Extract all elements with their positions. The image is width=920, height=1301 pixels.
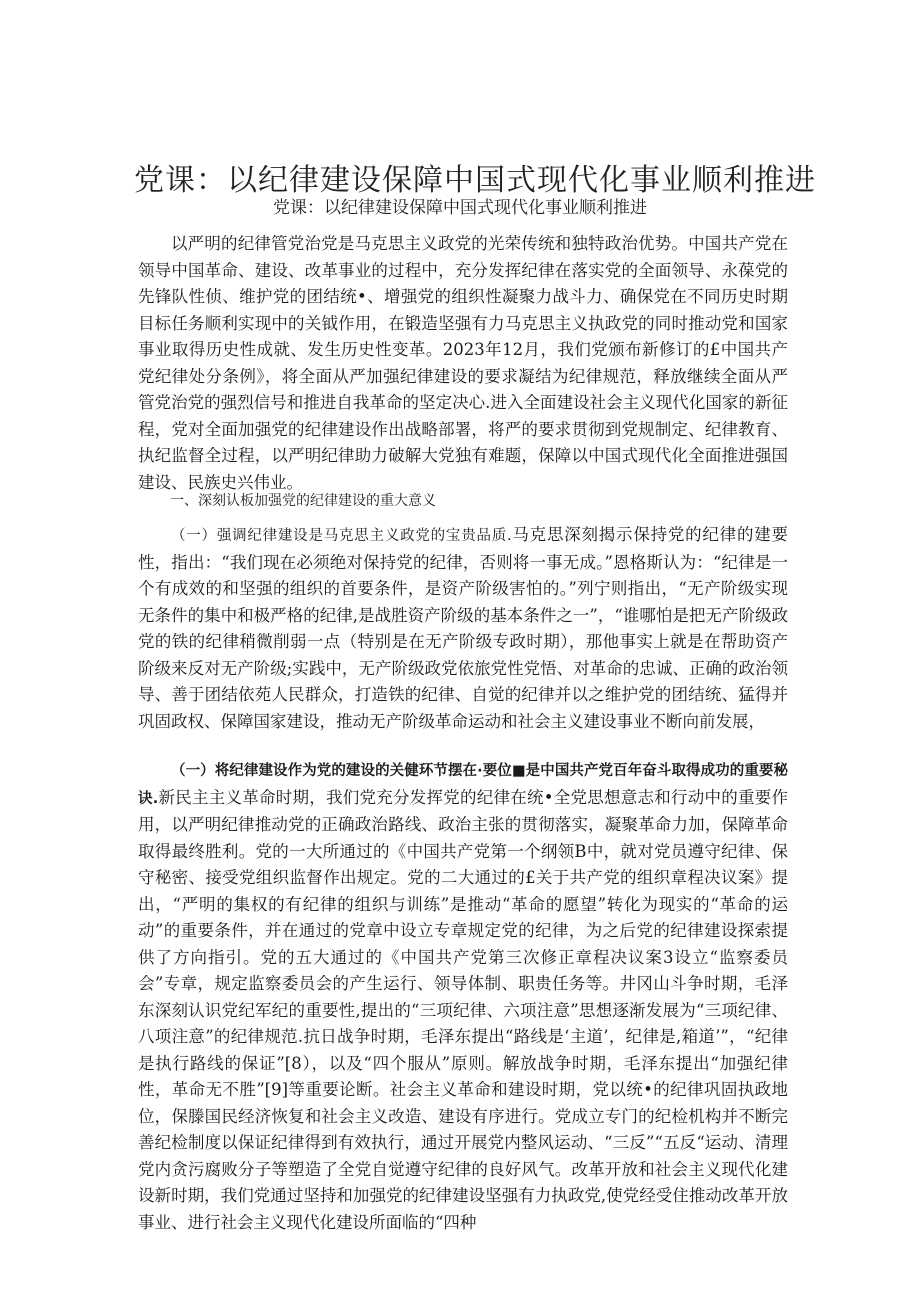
paragraph-body: 新民主主义革命时期，我们党充分发挥党的纪律在统•全党思想意志和行动中的重要作用，以严明纪律推动党的正确政治路线、政治主张的贯彻落实，凝聚革命力加，保障革命取得最终胜利。党的一大所通过的《中国共产党第一个纲领B中，就对党员遵守纪律、保守秘密、接受党组织监督作出规定。党的二大通过的£关于共产党的组织章程决议案》提出，“严明的集权的有纪律的组织与训练”是推动“革命的愿望”转化为现实的“革命的运动”的重要条件，并在通过的党章中设立专章规定党的纪律，为之后党的纪律建设探索提供了方向指引。党的五大通过的《中国共产党第三次修正章程决议案3设立“监察委员会”专章，规定监察委员会的产生运行、领导体制、职贵任务等。井冈山斗争时期，毛泽东深刻认识党纪军纪的重要性,提出的“三项纪律、六项注意”思想逐渐发展为“三项纪律、八项注意”的纪律规范.抗日战争时期，毛泽东提出“路线是‘主道’，纪律是,箱道’”，“纪律是执行路线的保证”[8），以及“四个服从”原则。解放战争时期，毛泽东提出“加强纪律性，革命无不胜”[9]等重要论断。社会主义革命和建设时期，党以统•的纪律巩固执政地位，保滕国民经济恢复和社会主义改造、建设有序进行。党成立专门的纪检机构并不断完善纪检制度以保证纪律得到有效执行，通过开展党内整风运动、“三反”“五反“运动、清理党内贪污腐败分子等塑造了全党自觉遵守纪律的良好风气。改革开放和社会主义现代化建设新时期，我们党通过坚持和加强党的纪律建设坚强有力执政党,使党经受住推动改革开放事业、进行社会主义现代化建设所面临的“四种: [138, 787, 788, 1232]
sub-title: 党课：以纪律建设保障中国式现代化事业顺利推进: [273, 198, 647, 218]
intro-paragraph: 以严明的纪律管党治党是马克思主义政党的光荣传统和独特政治优势。中国共产党在领导中国革命、建设、改革事业的过程中，充分发挥纪律在落实党的全面领导、永葆党的先锋队性侦、维护党的团结统•、增强党的组织性凝聚力战斗力、确保党在不同历史时期目标任务顺利实现中的关钺作用，在锻造坚强有力马克思主义执政党的同时推动党和国家事业取得历史性成就、发生历史性变革。2023年12月，我们党颁布新修订的£中国共产党纪律处分条例》，将全面从严加强纪律建设的要求凝结为纪律规范，释放继续全面从严管党治党的强烈信号和推进自我革命的坚定决心.进入全面建设社会主义现代化国家的新征程，党对全面加强党的纪律建设作出战略部署，将严的要求贯彻到党规制定、纪律教育、执纪监督全过程，以严明纪律助力破解大党独有难题，保障以中国式现代化全面推进强国建设、民族史兴伟业。: [138, 234, 788, 492]
paragraph-key-link: [138, 757, 788, 1236]
main-title: 党课：以纪律建设保障中国式现代化事业顺利推进: [134, 163, 816, 199]
paragraph-lead: （一）强调纪律建设是马克思主义政党的宝贵品质.: [171, 528, 512, 544]
paragraph-body: 马克思深刻揭示保持党的纪律的建要性，指出：“我们现在必须绝对保持党的纪律，否则将一事无成。”恩格斯认为：“纪律是一个有成效的和坚强的组织的首要条件，是资产阶级害怕的。”列宁则指出，“无产阶级实现无条件的集中和极严格的纪律,是战胜资产阶级的基本条件之一”，“谁哪怕是把无产阶级政党的铁的纪律稍微削弱一点（特别是在无产阶级专政时期），那他事实上就是在帮助资产阶级来反对无产阶级;实践中，无产阶级政党依旅党性党悟、对革命的忠诚、正确的政治领导、善于团结依苑人民群众，打造铁的纪律、自觉的纪律并以之维护党的团结统、猛得并巩固政权、保障国家建设，推动无产阶级革命运动和社会主义建设事业不断向前发展，: [138, 525, 788, 731]
paragraph-lead: （一）将纪律建设作为党的建设的关健环节摆在·要位■是中国共产党百年奋斗取得成功的重要秘诀.: [138, 763, 788, 807]
section-heading: 一、深刻认板加强党的纪律建设的重大意义: [170, 493, 436, 509]
paragraph-discipline-quality: [138, 522, 788, 735]
